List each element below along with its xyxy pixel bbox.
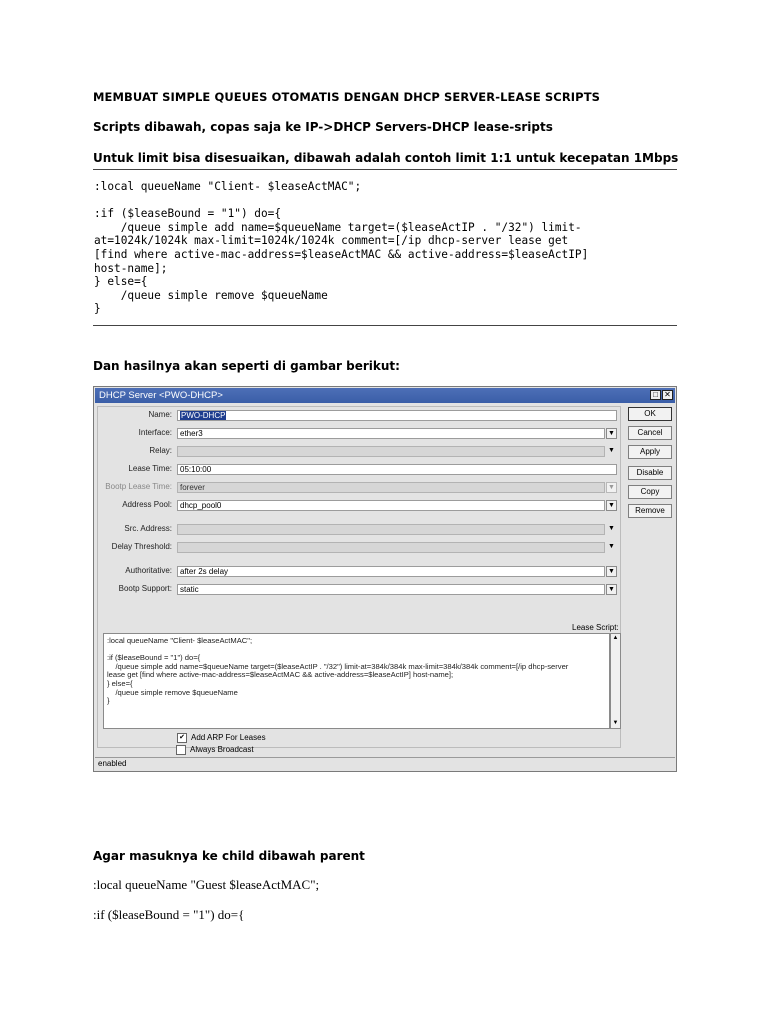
relay-dropdown-icon[interactable]: ▼ [608, 447, 615, 454]
code-line: /queue simple add name=$queueName target=($leaseActIP . "/32") limit- [94, 220, 582, 234]
lease-time-field[interactable]: 05:10:00 [177, 464, 617, 475]
scroll-up-icon[interactable]: ▲ [612, 635, 619, 641]
authoritative-label: Authoritative: [125, 566, 172, 575]
code-line: :if ($leaseBound = "1") do={ [94, 207, 282, 221]
cancel-button[interactable]: Cancel [628, 426, 672, 440]
script-line: /queue simple remove $queueName [107, 687, 238, 697]
script-line: } else={ [107, 678, 133, 688]
always-broadcast-label: Always Broadcast [190, 745, 254, 755]
status-bar: enabled [95, 757, 675, 770]
code-text-line: :if ($leaseBound = "1") do={ [93, 907, 245, 922]
address-pool-select[interactable]: dhcp_pool0 [177, 500, 605, 511]
bootp-support-label: Bootp Support: [118, 584, 172, 593]
script-line: lease get [find where active-mac-address=$leaseActMAC && active-address=$leaseActIP] host-name]; [107, 670, 454, 680]
close-icon[interactable]: ✕ [662, 390, 673, 400]
name-value: PWO-DHCP [181, 411, 226, 420]
lease-time-label: Lease Time: [128, 464, 172, 473]
bootp-support-dropdown-icon[interactable]: ▼ [606, 584, 617, 595]
code-block [93, 169, 677, 326]
delay-threshold-field[interactable] [177, 542, 605, 553]
bootp-lease-time-label: Bootp Lease Time: [105, 482, 172, 491]
name-label: Name: [148, 410, 172, 419]
checkbox-empty-icon [176, 745, 186, 755]
code-line: :local queueName "Client- $leaseActMAC"; [94, 180, 362, 193]
interface-select[interactable]: ether3 [177, 428, 605, 439]
code-line: at=1024k/1024k max-limit=1024k/1024k comment=[/ip dhcp-server lease get [94, 234, 569, 248]
copy-button[interactable]: Copy [628, 485, 672, 499]
remove-button[interactable]: Remove [628, 504, 672, 518]
doc-limit-note: Untuk limit bisa disesuaikan, dibawah adalah contoh limit 1:1 untuk kecepatan 1Mbps [93, 151, 679, 165]
delay-threshold-dropdown-icon[interactable]: ▼ [608, 543, 615, 550]
script-scrollbar[interactable] [610, 633, 621, 729]
src-address-dropdown-icon[interactable]: ▼ [608, 525, 615, 532]
delay-threshold-label: Delay Threshold: [111, 542, 172, 551]
dialog-titlebar[interactable] [95, 388, 675, 403]
apply-button[interactable]: Apply [628, 445, 672, 459]
interface-label: Interface: [138, 428, 172, 437]
src-address-label: Src. Address: [124, 524, 172, 533]
add-arp-checkbox[interactable] [177, 733, 266, 743]
script-line: } [107, 696, 110, 706]
doc-title: MEMBUAT SIMPLE QUEUES OTOMATIS DENGAN DHCP SERVER-LEASE SCRIPTS [93, 90, 601, 104]
checkmark-icon: ✔ [177, 733, 187, 743]
disable-button[interactable]: Disable [628, 466, 672, 480]
bootp-lease-dropdown-icon: ▼ [606, 482, 617, 493]
lease-script-label: Lease Script: [572, 623, 619, 632]
authoritative-select[interactable]: after 2s delay [177, 566, 605, 577]
script-line: /queue simple add name=$queueName target=($leaseActIP . "/32") limit-at=384k/384k max-limit=384k/384k comment=[/ip dhcp-server [107, 661, 569, 671]
interface-dropdown-icon[interactable]: ▼ [606, 428, 617, 439]
dhcp-server-dialog [93, 386, 677, 772]
authoritative-dropdown-icon[interactable]: ▼ [606, 566, 617, 577]
bootp-lease-time-field: forever [177, 482, 605, 493]
relay-label: Relay: [149, 446, 172, 455]
src-address-field[interactable] [177, 524, 605, 535]
ok-button[interactable]: OK [628, 407, 672, 421]
settings-panel [97, 406, 621, 748]
dialog-title: DHCP Server <PWO-DHCP> [99, 390, 223, 401]
code-line: } [94, 302, 101, 316]
always-broadcast-checkbox[interactable] [176, 745, 254, 755]
section-heading: Agar masuknya ke child dibawah parent [93, 849, 365, 863]
doc-instruction: Scripts dibawah, copas saja ke IP->DHCP Servers-DHCP lease-sripts [93, 120, 553, 134]
script-line: :local queueName "Client- $leaseActMAC"; [107, 636, 253, 645]
scroll-down-icon[interactable]: ▼ [612, 720, 619, 726]
address-pool-dropdown-icon[interactable]: ▼ [606, 500, 617, 511]
figure-caption: Dan hasilnya akan seperti di gambar berikut: [93, 359, 400, 373]
restore-icon[interactable]: □ [650, 390, 661, 400]
code-line: } else={ [94, 275, 148, 289]
lease-script-textarea[interactable] [103, 633, 610, 729]
address-pool-label: Address Pool: [122, 500, 172, 509]
relay-field[interactable] [177, 446, 605, 457]
code-line: [find where active-mac-address=$leaseActMAC && active-address=$leaseActIP] [94, 247, 589, 261]
code-line: /queue simple remove $queueName [94, 288, 328, 302]
code-line [94, 194, 677, 208]
code-text-line: :local queueName "Guest $leaseActMAC"; [93, 877, 320, 892]
name-field[interactable] [177, 410, 617, 421]
script-line: :if ($leaseBound = "1") do={ [107, 653, 201, 663]
add-arp-label: Add ARP For Leases [191, 733, 266, 743]
code-line: host-name]; [94, 261, 168, 275]
bootp-support-select[interactable]: static [177, 584, 605, 595]
